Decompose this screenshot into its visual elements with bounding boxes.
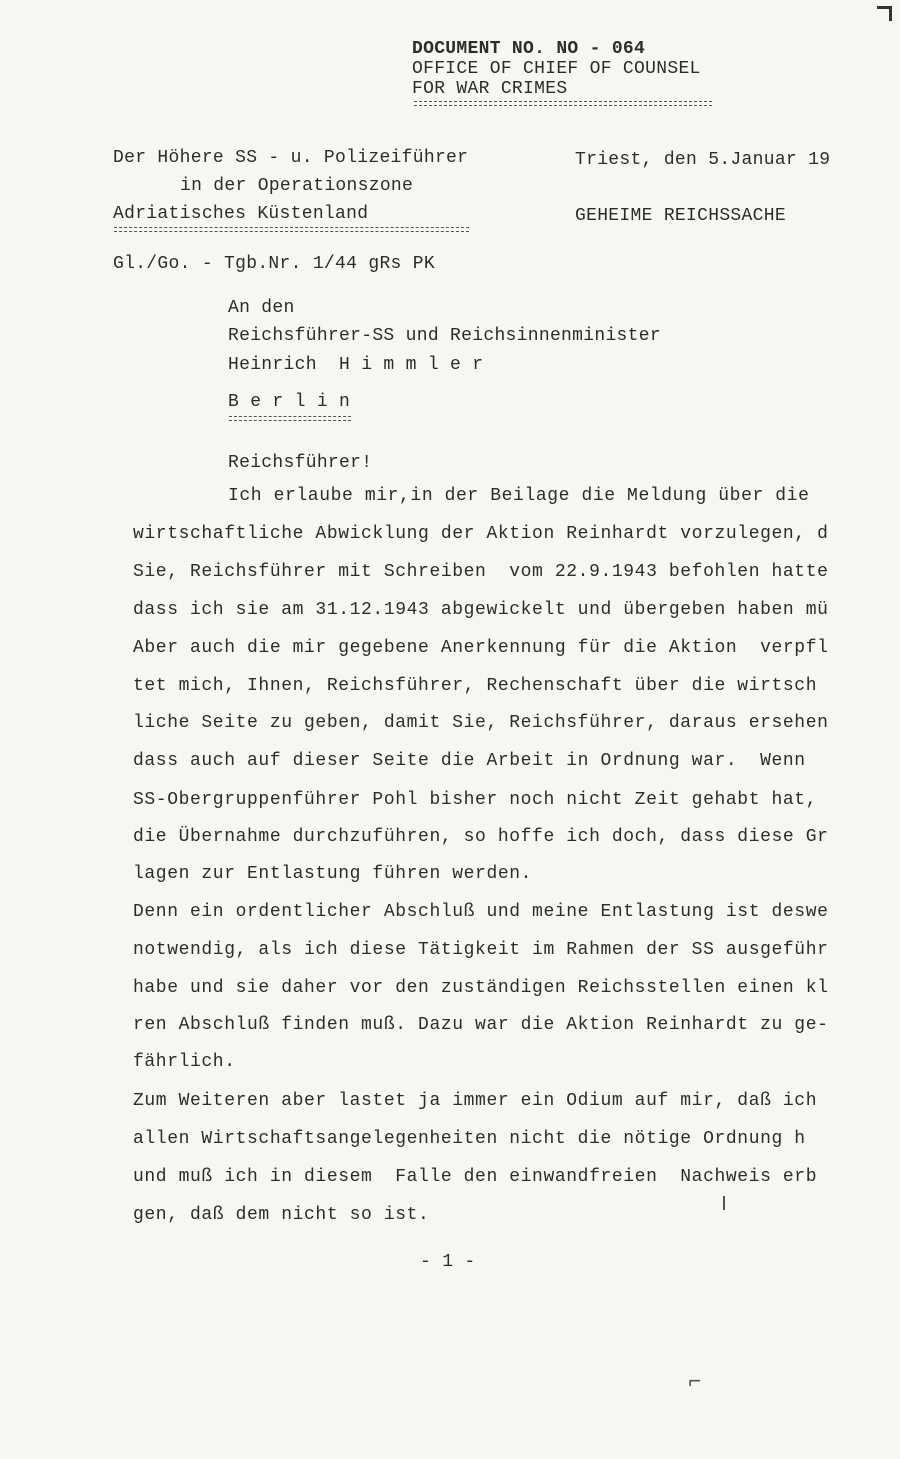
classification: GEHEIME REICHSSACHE bbox=[575, 206, 786, 226]
corner-mark bbox=[877, 6, 892, 21]
salutation: Reichsführer! bbox=[228, 453, 373, 473]
sender-line-1: Der Höhere SS - u. Polizeiführer bbox=[113, 148, 469, 168]
body-line: fährlich. bbox=[133, 1052, 236, 1072]
body-line: wirtschaftliche Abwicklung der Aktion Reinhardt vorzulegen, d bbox=[133, 524, 829, 544]
page-number: - 1 - bbox=[420, 1252, 476, 1272]
body-line: tet mich, Ihnen, Reichsführer, Rechenschaft über die wirtsch bbox=[133, 676, 818, 696]
body-line: dass auch auf dieser Seite die Arbeit in Ordnung war. Wenn bbox=[133, 751, 806, 771]
body-line: Ich erlaube mir,in der Beilage die Meldung über die bbox=[228, 486, 810, 506]
recipient-city: B e r l i n bbox=[228, 392, 351, 412]
document-number: DOCUMENT NO. NO - 064 bbox=[412, 39, 646, 59]
body-line: und muß ich in diesem Falle den einwandfreien Nachweis erb bbox=[133, 1167, 818, 1187]
body-line: die Übernahme durchzuführen, so hoffe ich doch, dass diese Gr bbox=[133, 827, 829, 847]
body-line: Denn ein ordentlicher Abschluß und meine Entlastung ist deswe bbox=[133, 902, 829, 922]
recipient-name: Heinrich H i m m l e r bbox=[228, 355, 484, 375]
body-line: gen, daß dem nicht so ist. bbox=[133, 1205, 430, 1225]
office-line: OFFICE OF CHIEF OF COUNSEL bbox=[412, 59, 701, 79]
reference-number: Gl./Go. - Tgb.Nr. 1/44 gRs PK bbox=[113, 254, 435, 274]
war-crimes-line: FOR WAR CRIMES bbox=[412, 79, 568, 99]
body-line: Aber auch die mir gegebene Anerkennung für die Aktion verpfl bbox=[133, 638, 829, 658]
stray-mark bbox=[723, 1196, 725, 1210]
body-line: habe und sie daher vor den zuständigen Reichsstellen einen kl bbox=[133, 978, 829, 998]
body-line: dass ich sie am 31.12.1943 abgewickelt und übergeben haben mü bbox=[133, 600, 829, 620]
body-line: Sie, Reichsführer mit Schreiben vom 22.9.1943 befohlen hatte bbox=[133, 562, 829, 582]
body-line: liche Seite zu geben, damit Sie, Reichsführer, daraus ersehen bbox=[133, 713, 829, 733]
recipient-line-2: Reichsführer-SS und Reichsinnenminister bbox=[228, 326, 661, 346]
body-line: Zum Weiteren aber lastet ja immer ein Odium auf mir, daß ich bbox=[133, 1091, 818, 1111]
stray-tick: ⌐ bbox=[688, 1370, 702, 1395]
city-underline bbox=[229, 416, 351, 421]
place-date: Triest, den 5.Januar 19 bbox=[575, 150, 831, 170]
body-line: notwendig, als ich diese Tätigkeit im Rahmen der SS ausgeführ bbox=[133, 940, 829, 960]
body-line: allen Wirtschaftsangelegenheiten nicht die nötige Ordnung h bbox=[133, 1129, 806, 1149]
body-line: ren Abschluß finden muß. Dazu war die Aktion Reinhardt zu ge- bbox=[133, 1015, 829, 1035]
sender-line-2: in der Operationszone bbox=[180, 176, 414, 196]
body-line: SS-Obergruppenführer Pohl bisher noch nicht Zeit gehabt hat, bbox=[133, 790, 818, 810]
sender-line-3: Adriatisches Küstenland bbox=[113, 204, 369, 224]
stamp-underline bbox=[414, 101, 712, 106]
body-line: lagen zur Entlastung führen werden. bbox=[133, 864, 533, 884]
recipient-line-1: An den bbox=[228, 298, 295, 318]
sender-underline bbox=[114, 227, 469, 232]
